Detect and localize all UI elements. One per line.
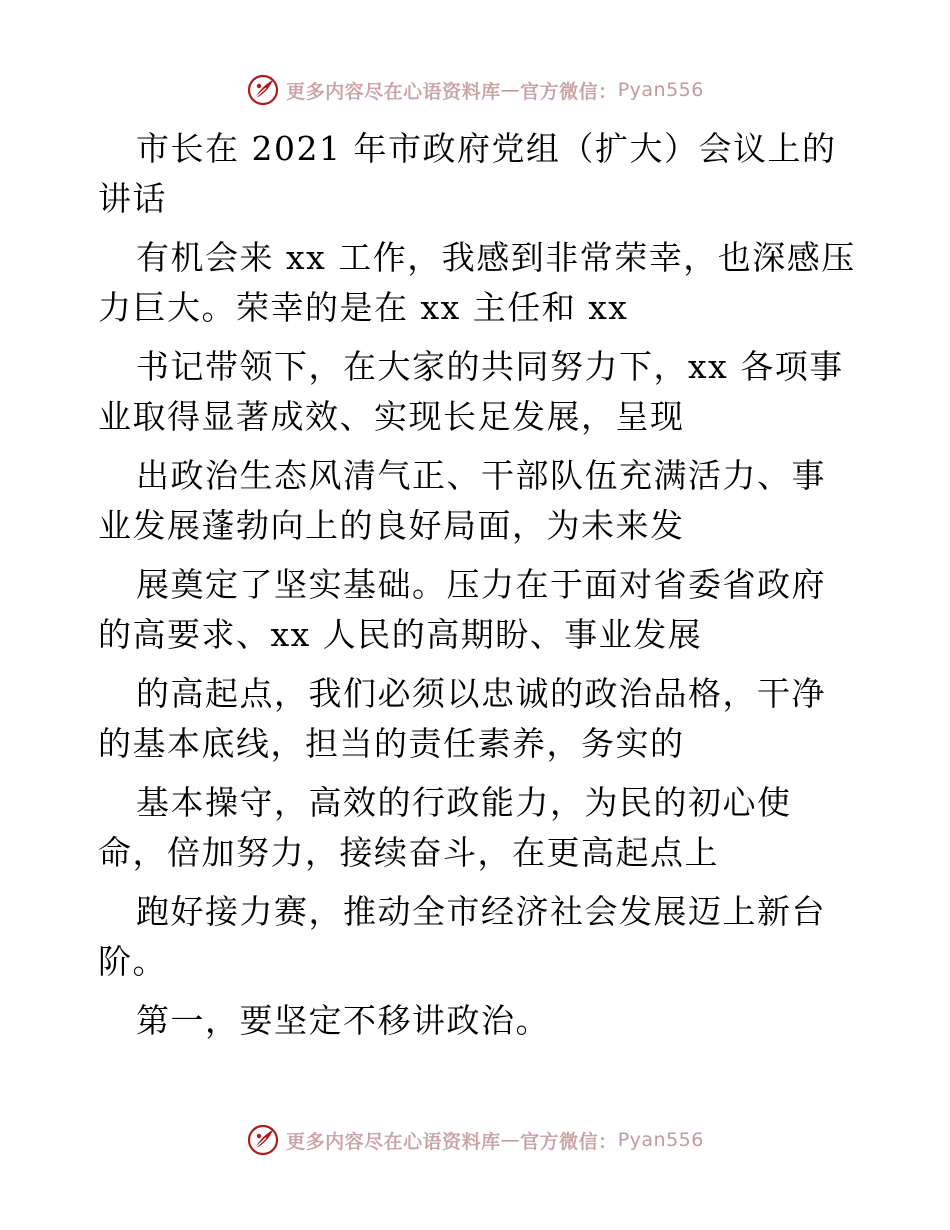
paragraph-7: 跑好接力赛，推动全市经济社会发展迈上新台阶。 (98, 892, 826, 981)
paragraph-1: 有机会来 xx 工作，我感到非常荣幸，也深感压力巨大。荣幸的是在 xx 主任和 xx (98, 238, 856, 327)
paragraph-6: 基本操守，高效的行政能力，为民的初心使命，倍加努力，接续奋斗，在更高起点上 (98, 783, 792, 872)
watermark-banner-bottom (0, 1120, 950, 1160)
paragraph-2: 书记带领下，在大家的共同努力下，xx 各项事业取得显著成效、实现长足发展，呈现 (98, 347, 844, 436)
watermark-banner-top (0, 70, 950, 110)
watermark-main-text: 更多内容尽在心语资料库 (286, 1130, 501, 1153)
watermark-channel-text: 官方微信： (520, 80, 618, 103)
watermark-handle: Pyan556 (617, 79, 704, 101)
feather-pen-logo-icon (246, 73, 280, 107)
document-title: 市长在 2021 年市政府党组（扩大）会议上的讲话 (98, 129, 837, 218)
watermark-separator: — (500, 79, 521, 101)
watermark-separator: — (500, 1129, 521, 1151)
feather-pen-logo-icon (246, 1123, 280, 1157)
paragraph-4: 展奠定了坚实基础。压力在于面对省委省政府的高要求、xx 人民的高期盼、事业发展 (98, 565, 826, 654)
watermark-channel-text: 官方微信： (520, 1130, 618, 1153)
watermark-handle: Pyan556 (617, 1129, 704, 1151)
watermark-main-text: 更多内容尽在心语资料库 (286, 80, 501, 103)
paragraph-3: 出政治生态风清气正、干部队伍充满活力、事业发展蓬勃向上的良好局面，为未来发 (98, 456, 826, 545)
paragraph-5: 的高起点，我们必须以忠诚的政治品格，干净的基本底线，担当的责任素养，务实的 (98, 674, 826, 763)
document-body (98, 124, 858, 1055)
section-heading-1: 第一，要坚定不移讲政治。 (136, 1001, 550, 1040)
